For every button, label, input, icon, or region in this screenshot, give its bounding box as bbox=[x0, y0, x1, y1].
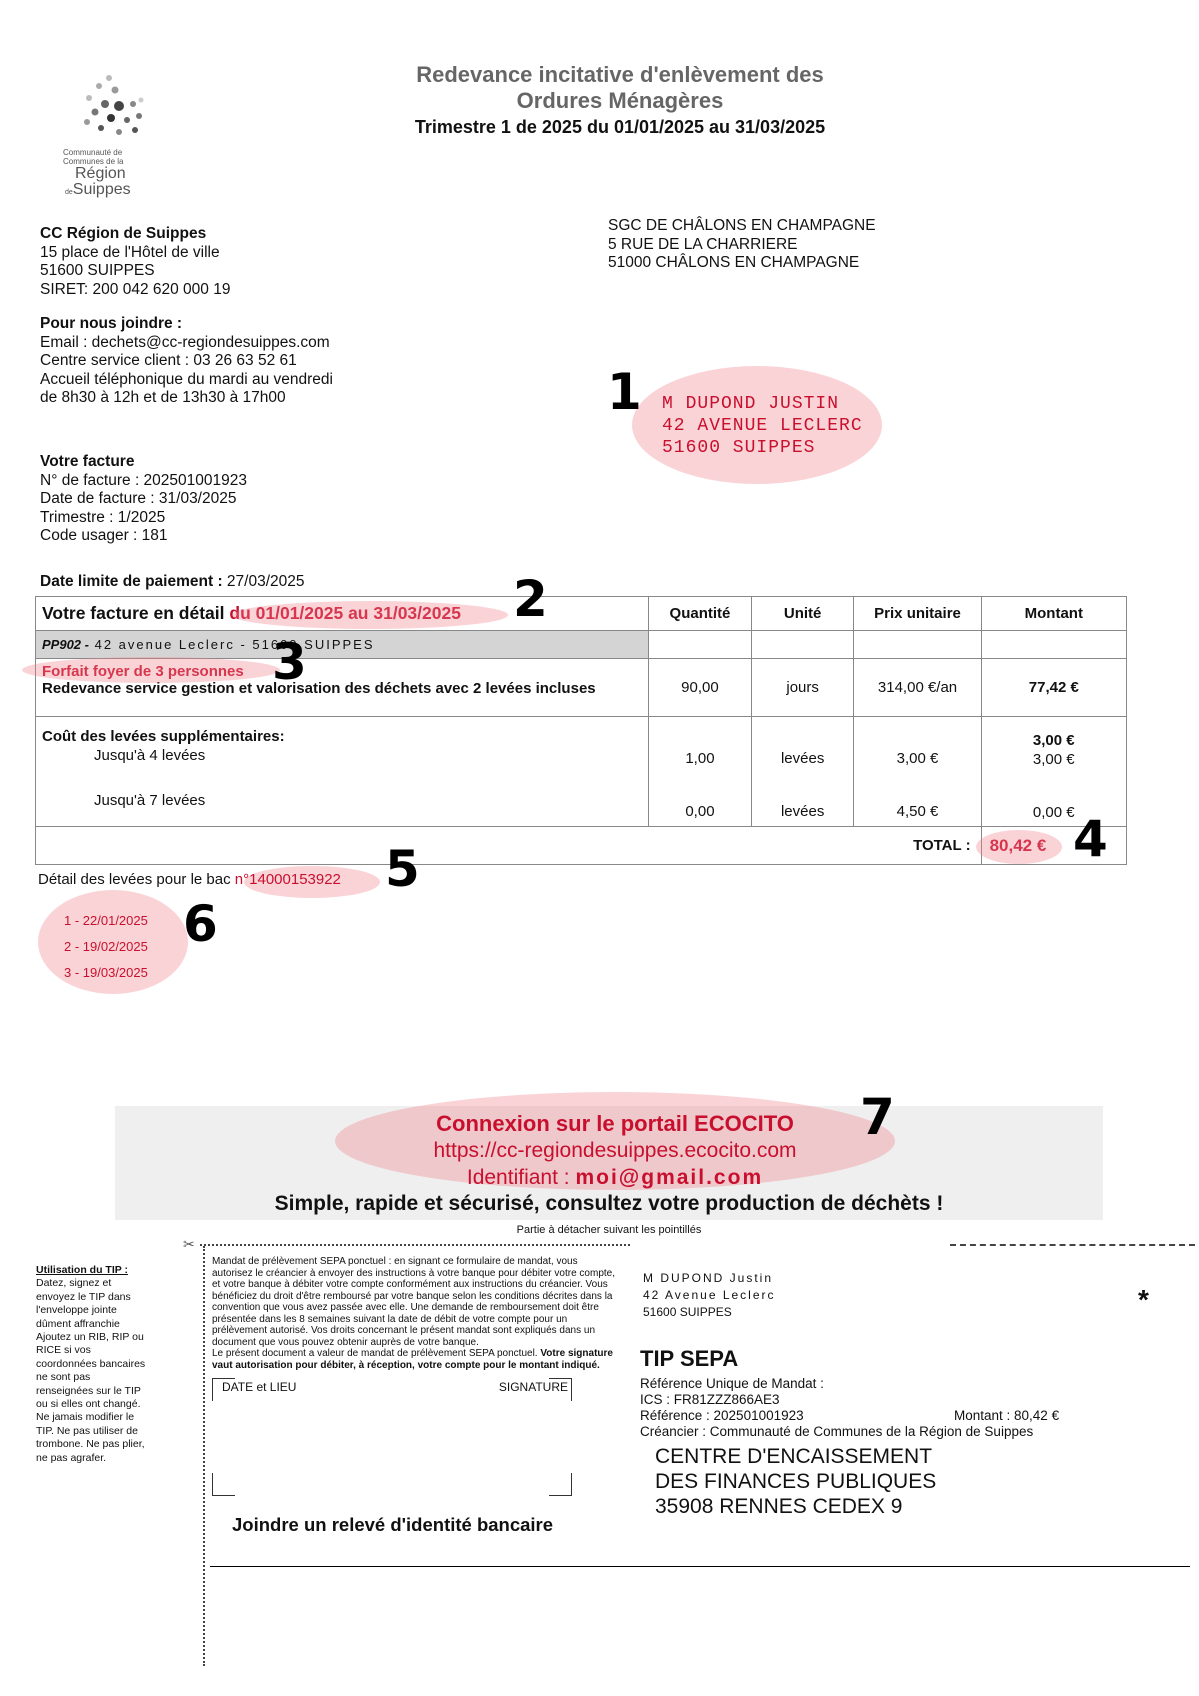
total-row bbox=[36, 827, 1127, 865]
highlight-total bbox=[976, 830, 1062, 864]
site-row: PP902 - 42 avenue Leclerc - 51600 SUIPPES bbox=[36, 631, 649, 659]
table-header-label: Votre facture en détail du 01/01/2025 au 31/03/2025 bbox=[36, 597, 649, 631]
table-row bbox=[36, 631, 1127, 659]
page-title: Redevance incitative d'enlèvement des Ordures Ménagères bbox=[416, 62, 824, 113]
service-description: Forfait foyer de 3 personnes Redevance service gestion et valorisation des déchets avec 2 levées incluses bbox=[36, 659, 649, 717]
rib-note: Joindre un relevé d'identité bancaire bbox=[232, 1514, 554, 1535]
column-amount: Montant bbox=[981, 597, 1126, 631]
mandate-text: Mandat de prélèvement SEPA ponctuel : en signant ce formulaire de mandat, vous autorisez le créancier à envoyer des instructions à votre banque pour débiter votre compte, et votre banque à débiter votre compte conformément aux instructions du créancier. Vous bénéficiez du droit d'être remboursé par votre banque selon les conditions décrites dans la convention que vous avez passée avec elle. Une demande de remboursement doit être présentée dans les 8 semaines suivant la date de débit de votre compte pour un prélèvement autorisé. Vos droits concernant le présent mandat sont expliqués dans un document que vous pouvez obtenir auprès de votre banque. Le présent document a valeur de mandat de prélèvement SEPA ponctuel. Votre signature vaut autorisation pour débiter, à réception, votre compte pour le montant indiqué. bbox=[212, 1256, 615, 1371]
table-row: Coût des levées supplémentaires: Jusqu'à 4 levées Jusqu'à 7 levées 1,00 0,00 levées levées 3,00 € 4,50 € 3,00 € 3,00 € 0,00 € bbox=[36, 717, 1127, 827]
list-item: 1 - 22/01/2025 bbox=[64, 913, 148, 928]
recipient-address: M DUPOND JUSTIN 42 AVENUE LECLERC 51600 SUIPPES bbox=[662, 394, 863, 458]
logo-dots-icon bbox=[55, 68, 155, 148]
pickups-list bbox=[64, 908, 148, 986]
due-date: Date limite de paiement : 27/03/2025 bbox=[40, 573, 305, 590]
column-quantity: Quantité bbox=[649, 597, 752, 631]
page-subtitle: Trimestre 1 de 2025 du 01/01/2025 au 31/03/2025 bbox=[414, 117, 826, 137]
pickups-label: Détail des levées pour le bac n°14000153922 bbox=[38, 871, 341, 888]
annotation-7: 7 bbox=[860, 1088, 895, 1146]
tip-help: Utilisation du TIP : Datez, signez et envoyez le TIP dans l'enveloppe jointe dûment affranchie Ajoutez un RIB, RIP ou RICE si vos coordonnées bancaires ne sont pas renseignées sur le TIP ou si elles ont changé. Ne jamais modifier le TIP. Ne pas utiliser de trombone. Ne pas plier, ne pas agrafer. bbox=[36, 1264, 146, 1464]
annotation-3: 3 bbox=[272, 633, 307, 691]
tip-recipient: M DUPOND Justin 42 Avenue Leclerc 51600 SUIPPES bbox=[643, 1271, 776, 1319]
annotation-5: 5 bbox=[385, 840, 420, 898]
cut-line-top-right bbox=[950, 1244, 1195, 1246]
annotation-1: 1 bbox=[607, 363, 642, 421]
highlight-forfait bbox=[22, 657, 280, 683]
column-unit-price: Prix unitaire bbox=[854, 597, 981, 631]
annotation-2: 2 bbox=[513, 570, 548, 628]
star-mark: * bbox=[1138, 1284, 1149, 1315]
tip-details: Référence Unique de Mandat : ICS : FR81ZZZ866AE3 Référence : 202501001923 Montant : 80,42 € Créancier : Communauté de Communes de la Région de Suippes bbox=[640, 1376, 1060, 1439]
tip-sepa-title: TIP SEPA bbox=[640, 1346, 739, 1371]
invoice-block: Votre facture N° de facture : 202501001923 Date de facture : 31/03/2025 Trimestre : 1/2025 Code usager : 181 bbox=[40, 453, 247, 544]
total-label: TOTAL : bbox=[36, 827, 982, 865]
sgc-address: SGC DE CHÂLONS EN CHAMPAGNE 5 RUE DE LA CHARRIERE 51000 CHÂLONS EN CHAMPAGNE bbox=[608, 217, 876, 271]
cut-line-top-left bbox=[200, 1244, 630, 1246]
portal-info: Connexion sur le portail ECOCITO https://cc-regiondesuippes.ecocito.com Identifiant : moi@gmail.com bbox=[433, 1111, 797, 1189]
highlight-period bbox=[232, 601, 508, 629]
scissors-icon: ✂ bbox=[183, 1236, 195, 1252]
logo bbox=[55, 68, 155, 208]
list-item: 3 - 19/03/2025 bbox=[64, 965, 148, 980]
signature-label: SIGNATURE bbox=[498, 1380, 568, 1394]
portal-slogan: Simple, rapide et sécurisé, consultez votre production de déchèts ! bbox=[274, 1192, 944, 1215]
table-row: Forfait foyer de 3 personnes Redevance service gestion et valorisation des déchets avec 2 levées incluses 90,00 jours 314,00 €/an 77,42 € bbox=[36, 659, 1127, 717]
list-item: 2 - 19/02/2025 bbox=[64, 939, 148, 954]
date-place-label: DATE et LIEU bbox=[222, 1380, 297, 1394]
contact-block: Pour nous joindre : Email : dechets@cc-regiondesuippes.com Centre service client : 03 26 63 52 61 Accueil téléphonique du mardi au vendredi de 8h30 à 12h et de 13h30 à 17h00 bbox=[40, 315, 333, 406]
bottom-rule bbox=[210, 1566, 1190, 1567]
signature-box[interactable] bbox=[212, 1378, 572, 1496]
annotation-6: 6 bbox=[183, 895, 218, 953]
collection-center-address: CENTRE D'ENCAISSEMENT DES FINANCES PUBLIQUES 35908 RENNES CEDEX 9 bbox=[655, 1445, 937, 1518]
column-unit: Unité bbox=[751, 597, 854, 631]
total-value: 80,42 € bbox=[981, 827, 1126, 865]
logo-text: Communauté de Communes de la Région deSuippes bbox=[63, 148, 131, 198]
issuer-block: CC Région de Suippes 15 place de l'Hôtel de ville 51600 SUIPPES SIRET: 200 042 620 000 19 bbox=[40, 225, 231, 298]
cut-line-vertical bbox=[203, 1246, 205, 1666]
invoice-detail-table bbox=[35, 596, 1127, 865]
annotation-4: 4 bbox=[1073, 810, 1108, 868]
extra-pickups-description: Coût des levées supplémentaires: Jusqu'à 4 levées Jusqu'à 7 levées bbox=[36, 717, 649, 827]
detach-note: Partie à détacher suivant les pointillés bbox=[516, 1224, 702, 1236]
